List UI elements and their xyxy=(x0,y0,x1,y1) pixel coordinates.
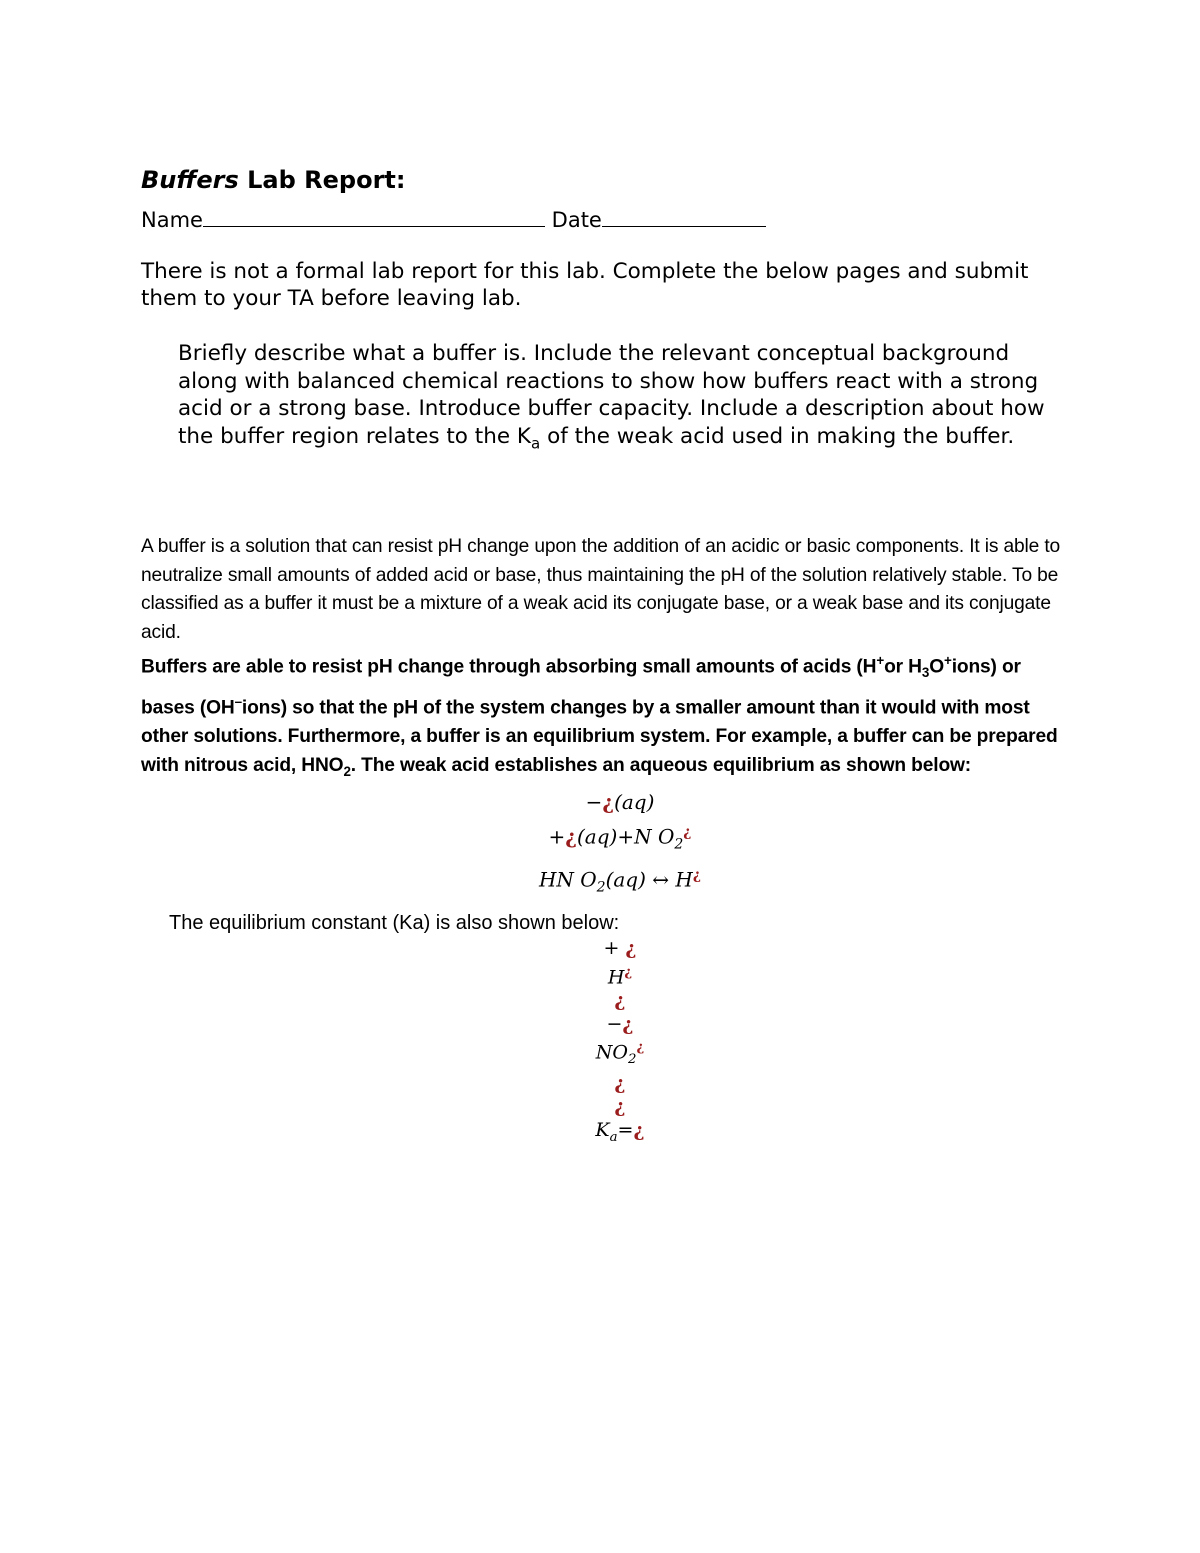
ka8-glyph: ¿ xyxy=(633,1118,645,1141)
eq2-glyph: ¿ xyxy=(565,824,577,849)
p2-sub-2: 2 xyxy=(343,763,351,779)
p2-e: ions) so that the pH of the system changes by a smaller amount than it would with most other solutions. Furthermore, a buffer is an equilibrium system. For example, a buffer can be prepared with nitrous acid, HNO xyxy=(141,697,1058,776)
ka-label: The equilibrium constant (Ka) is also shown below: xyxy=(169,912,620,934)
prompt-before: Briefly describe what a buffer is. Include the relevant conceptual background along with balanced chemical reactions to show how buffers react with a strong acid or a strong base. Introduce buffer capacity. Include a description about how the buffer region relates to the K xyxy=(178,341,1045,449)
eq-line-1 xyxy=(400,787,840,817)
eq3-sup-glyph: ¿ xyxy=(692,866,702,883)
ka5-no: NO xyxy=(595,1041,628,1064)
eq3-hno: HN O xyxy=(538,867,597,892)
ka8-sub: a xyxy=(609,1129,618,1145)
p2-sup-plus2: + xyxy=(943,653,952,669)
p2-a: Buffers are able to resist pH change through absorbing small amounts of acids (H xyxy=(141,656,877,678)
eq3-aq: (aq) ↔ H xyxy=(605,867,693,892)
ka1-plus: + xyxy=(603,937,626,959)
ka-line-4 xyxy=(500,1013,740,1037)
p2-d: ions) or bases (OH xyxy=(141,656,1021,719)
eq1-aq: (aq) xyxy=(614,790,655,814)
intro-text: There is not a formal lab report for this lab. Complete the below pages and submit them to your TA before leaving lab. xyxy=(141,259,1029,311)
ka-line-5 xyxy=(500,1036,740,1072)
ka3-glyph: ¿ xyxy=(614,989,626,1012)
eq1-minus: − xyxy=(585,790,603,814)
ka6-glyph: ¿ xyxy=(614,1071,626,1094)
ka-line-1 xyxy=(500,937,740,961)
ka5-sup: ¿ xyxy=(636,1040,645,1056)
equilibrium-equation xyxy=(400,787,840,902)
ka4-minus: − xyxy=(606,1012,623,1035)
ka-line-7 xyxy=(500,1095,740,1119)
answer-text xyxy=(141,533,1071,786)
p2-sub-3: 3 xyxy=(921,665,930,681)
ka-line-8 xyxy=(500,1119,740,1149)
p2-f: . The weak acid establishes an aqueous equilibrium as shown below: xyxy=(350,754,972,776)
ka8-k: K xyxy=(595,1118,610,1141)
name-blank[interactable] xyxy=(203,204,545,227)
ka5-sub: 2 xyxy=(627,1052,637,1068)
eq2-sub: 2 xyxy=(674,836,684,853)
ka-expression xyxy=(500,937,740,1149)
title-italic: Buffers xyxy=(141,166,239,194)
ka-line-3 xyxy=(500,989,740,1013)
answer-paragraph-2 xyxy=(141,647,1071,786)
ka-line-6 xyxy=(500,1072,740,1096)
ka4-glyph: ¿ xyxy=(622,1012,634,1035)
title-rest: Lab Report: xyxy=(238,166,406,194)
date-label: Date xyxy=(551,208,602,232)
eq-line-3 xyxy=(400,860,840,903)
p2-c: O xyxy=(929,656,944,678)
eq2-plus: + xyxy=(548,824,566,849)
ka2-h: H xyxy=(607,965,625,988)
p2-sup-plus: + xyxy=(876,653,885,669)
ka-line-2 xyxy=(500,961,740,990)
date-blank[interactable] xyxy=(602,204,766,227)
eq2-aq: (aq)+N O xyxy=(577,824,675,849)
ka8-eq: = xyxy=(617,1118,634,1141)
ka2-sup: ¿ xyxy=(624,964,633,980)
eq-line-2 xyxy=(400,817,840,860)
name-date-line xyxy=(141,204,766,232)
answer-paragraph-1: A buffer is a solution that can resist pH change upon the addition of an acidic or basic components. It is able to neutralize small amounts of added acid or base, thus maintaining the pH of the solution relatively stable. To be classified as a buffer it must be a mixture of a weak acid its conjugate base, or a weak base and its conjugate acid. xyxy=(141,536,1061,643)
p2-b: or H xyxy=(884,656,922,678)
eq3-sub: 2 xyxy=(596,879,606,896)
ka1-glyph: ¿ xyxy=(625,937,637,959)
eq1-glyph: ¿ xyxy=(602,790,615,814)
name-label: Name xyxy=(141,208,203,232)
ka7-glyph: ¿ xyxy=(614,1095,626,1118)
prompt-text xyxy=(178,340,1058,457)
prompt-after: of the weak acid used in making the buffer. xyxy=(540,423,1015,449)
page-title xyxy=(141,166,405,194)
prompt-ka-sub: a xyxy=(531,433,541,452)
p2-sup-minus: – xyxy=(234,694,242,710)
eq2-sup-glyph: ¿ xyxy=(683,824,692,840)
